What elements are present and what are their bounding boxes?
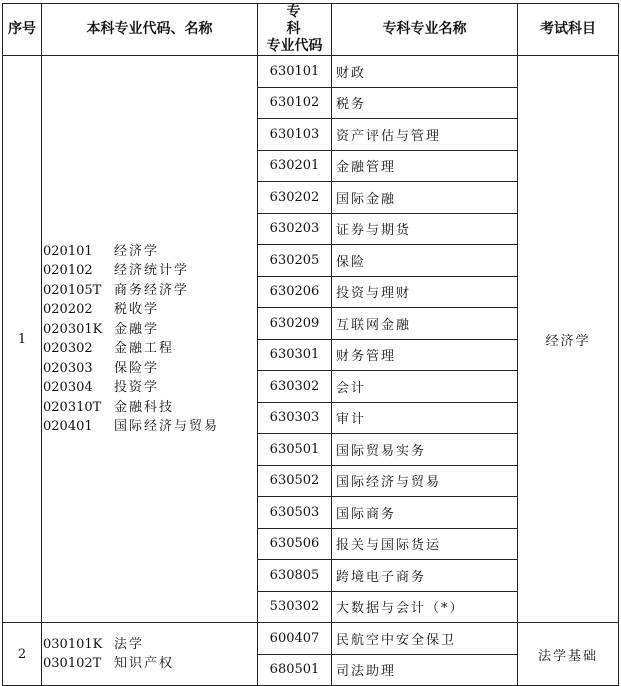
bachelor-item — [43, 281, 257, 301]
bachelor-code: 030102T — [43, 656, 102, 671]
bachelor-code: 020301K — [43, 321, 103, 337]
major-name-cell: 投资与理财 — [332, 276, 518, 308]
bachelor-name: 知识产权 — [114, 656, 175, 671]
bachelor-code: 020102 — [43, 263, 93, 278]
table-row — [3, 623, 619, 655]
major-code-cell: 630201 — [258, 150, 332, 182]
bachelor-code: 020304 — [43, 380, 93, 395]
major-code-cell: 630503 — [258, 497, 332, 529]
bachelor-cell — [42, 56, 258, 623]
bachelor-name: 金融学 — [114, 321, 160, 337]
major-code-cell: 630303 — [258, 402, 332, 434]
major-code-cell: 630502 — [258, 465, 332, 497]
major-code-cell: 630202 — [258, 182, 332, 214]
bachelor-name: 保险学 — [114, 360, 160, 376]
bachelor-code: 020101 — [43, 243, 93, 259]
header-code-line2: 专业代码 — [266, 38, 323, 54]
bachelor-name: 国际经济与贸易 — [114, 419, 220, 434]
major-table — [2, 3, 619, 686]
major-name-cell: 大数据与会计（*） — [332, 591, 518, 623]
major-name-cell: 审计 — [332, 402, 518, 434]
major-code-cell: 630102 — [258, 87, 332, 119]
major-code-cell: 630301 — [258, 339, 332, 371]
major-code-cell: 630209 — [258, 308, 332, 340]
bachelor-code: 020105T — [43, 282, 102, 298]
subject-cell: 经济学 — [518, 56, 619, 623]
major-code-cell: 630205 — [258, 245, 332, 277]
bachelor-code: 030101K — [43, 636, 103, 652]
bachelor-code: 020302 — [43, 341, 93, 356]
bachelor-name: 金融工程 — [114, 341, 175, 356]
major-name-cell: 金融管理 — [332, 150, 518, 182]
major-name-cell: 税务 — [332, 87, 518, 119]
bachelor-name: 商务经济学 — [114, 282, 190, 298]
major-name-cell: 会计 — [332, 371, 518, 403]
bachelor-item — [43, 339, 257, 359]
bachelor-list — [43, 635, 257, 674]
seq-cell: 1 — [3, 56, 42, 623]
table-row — [3, 56, 619, 88]
major-code-cell: 630805 — [258, 560, 332, 592]
major-code-cell: 600407 — [258, 623, 332, 655]
major-code-cell: 630501 — [258, 434, 332, 466]
bachelor-name: 税收学 — [114, 302, 160, 317]
header-seq: 序号 — [3, 4, 42, 56]
bachelor-item — [43, 320, 257, 340]
bachelor-item — [43, 398, 257, 418]
major-name-cell: 国际经济与贸易 — [332, 465, 518, 497]
major-name-cell: 民航空中安全保卫 — [332, 623, 518, 655]
subject-cell: 法学基础 — [518, 623, 619, 686]
major-code-cell: 630203 — [258, 213, 332, 245]
major-name-cell: 财政 — [332, 56, 518, 88]
major-name-cell: 国际商务 — [332, 497, 518, 529]
table-wrapper — [2, 3, 618, 686]
header-code-line1: 专 科 — [286, 4, 339, 37]
bachelor-code: 020401 — [43, 419, 93, 434]
major-code-cell: 630506 — [258, 528, 332, 560]
major-name-cell: 资产评估与管理 — [332, 119, 518, 151]
major-name-cell: 跨境电子商务 — [332, 560, 518, 592]
major-code-cell: 630103 — [258, 119, 332, 151]
major-name-cell: 保险 — [332, 245, 518, 277]
bachelor-name: 金融科技 — [114, 399, 175, 415]
major-name-cell: 报关与国际货运 — [332, 528, 518, 560]
bachelor-item — [43, 378, 257, 398]
bachelor-cell — [42, 623, 258, 686]
major-name-cell: 国际贸易实务 — [332, 434, 518, 466]
major-name-cell: 证券与期货 — [332, 213, 518, 245]
bachelor-code: 020310T — [43, 399, 102, 415]
major-name-cell: 财务管理 — [332, 339, 518, 371]
major-name-cell: 国际金融 — [332, 182, 518, 214]
bachelor-name: 投资学 — [114, 380, 160, 395]
bachelor-item — [43, 654, 257, 674]
bachelor-item — [43, 359, 257, 379]
header-subject: 考试科目 — [518, 4, 619, 56]
header-row — [3, 4, 619, 56]
bachelor-item — [43, 635, 257, 655]
bachelor-list — [43, 242, 257, 437]
header-bachelor: 本科专业代码、名称 — [42, 4, 258, 56]
bachelor-code: 020303 — [43, 360, 93, 376]
major-name-cell: 互联网金融 — [332, 308, 518, 340]
major-code-cell: 530302 — [258, 591, 332, 623]
bachelor-item — [43, 242, 257, 262]
bachelor-item — [43, 300, 257, 320]
seq-cell: 2 — [3, 623, 42, 686]
bachelor-item — [43, 261, 257, 281]
bachelor-name: 经济学 — [114, 243, 160, 259]
header-name: 专科专业名称 — [332, 4, 518, 56]
bachelor-item — [43, 417, 257, 437]
major-code-cell: 630302 — [258, 371, 332, 403]
major-name-cell: 司法助理 — [332, 654, 518, 686]
major-code-cell: 680501 — [258, 654, 332, 686]
header-code — [258, 4, 339, 56]
bachelor-name: 经济统计学 — [114, 263, 190, 278]
major-code-cell: 630101 — [258, 56, 332, 88]
major-code-cell: 630206 — [258, 276, 332, 308]
bachelor-code: 020202 — [43, 302, 93, 317]
bachelor-name: 法学 — [114, 636, 145, 652]
